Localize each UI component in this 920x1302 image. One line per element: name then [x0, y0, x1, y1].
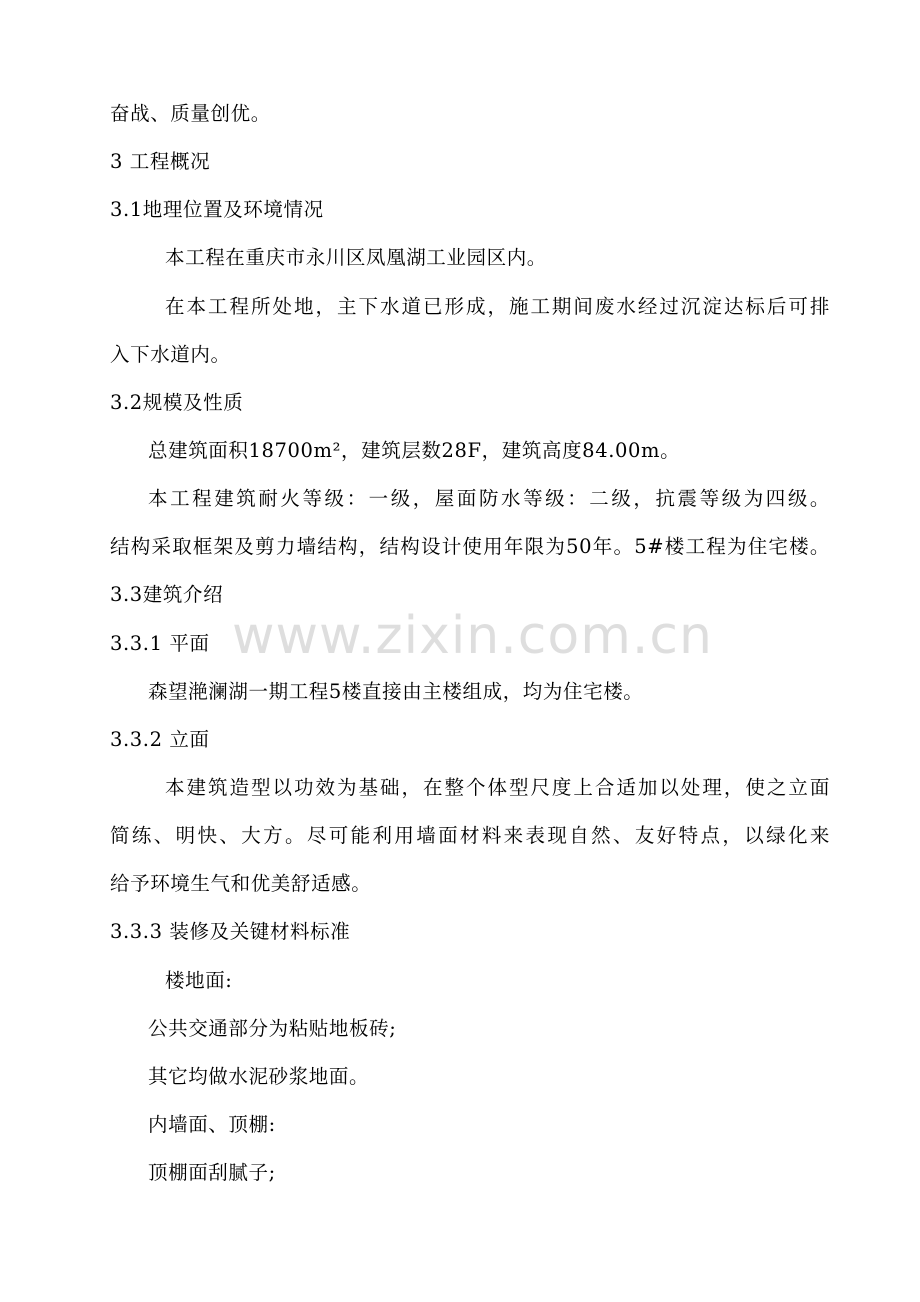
paragraph-line: 内墙面、顶棚:	[148, 1113, 276, 1136]
section-heading: 3.3.2 立面	[110, 728, 210, 751]
paragraph-line: 公共交通部分为粘贴地板砖;	[148, 1017, 397, 1040]
paragraph-line: 简练、明快、大方。尽可能利用墙面材料来表现自然、友好特点，以绿化来	[110, 824, 830, 847]
section-heading: 3.3建筑介绍	[110, 583, 224, 606]
paragraph-line: 总建筑面积18700m²，建筑层数28F，建筑高度84.00m。	[148, 439, 681, 462]
paragraph-line: 本工程建筑耐火等级：一级，屋面防水等级：二级，抗震等级为四级。	[148, 487, 830, 510]
paragraph-line: 其它均做水泥砂浆地面。	[148, 1065, 370, 1088]
paragraph-line: 森望滟澜湖一期工程5楼直接由主楼组成，均为住宅楼。	[148, 680, 644, 703]
section-heading: 3.3.1 平面	[110, 632, 210, 655]
paragraph-line: 本工程在重庆市永川区凤凰湖工业园区内。	[165, 246, 547, 269]
paragraph-line: 给予环境生气和优美舒适感。	[110, 872, 372, 895]
section-heading: 3.1地理位置及环境情况	[110, 198, 324, 221]
paragraph-line: 楼地面:	[165, 969, 233, 992]
text-line: 奋战、质量创优。	[110, 102, 271, 125]
section-heading: 3 工程概况	[110, 150, 211, 173]
paragraph-line: 在本工程所处地，主下水道已形成，施工期间废水经过沉淀达标后可排	[165, 295, 830, 318]
paragraph-line: 入下水道内。	[110, 343, 231, 366]
paragraph-line: 顶棚面刮腻子;	[148, 1161, 276, 1184]
paragraph-line: 结构采取框架及剪力墙结构，结构设计使用年限为50年。5#楼工程为住宅楼。	[110, 535, 830, 558]
section-heading: 3.3.3 装修及关键材料标准	[110, 920, 351, 943]
paragraph-line: 本建筑造型以功效为基础，在整个体型尺度上合适加以处理，使之立面	[165, 776, 830, 799]
watermark: www.zixin.com.cn	[232, 606, 713, 666]
section-heading: 3.2规模及性质	[110, 391, 244, 414]
